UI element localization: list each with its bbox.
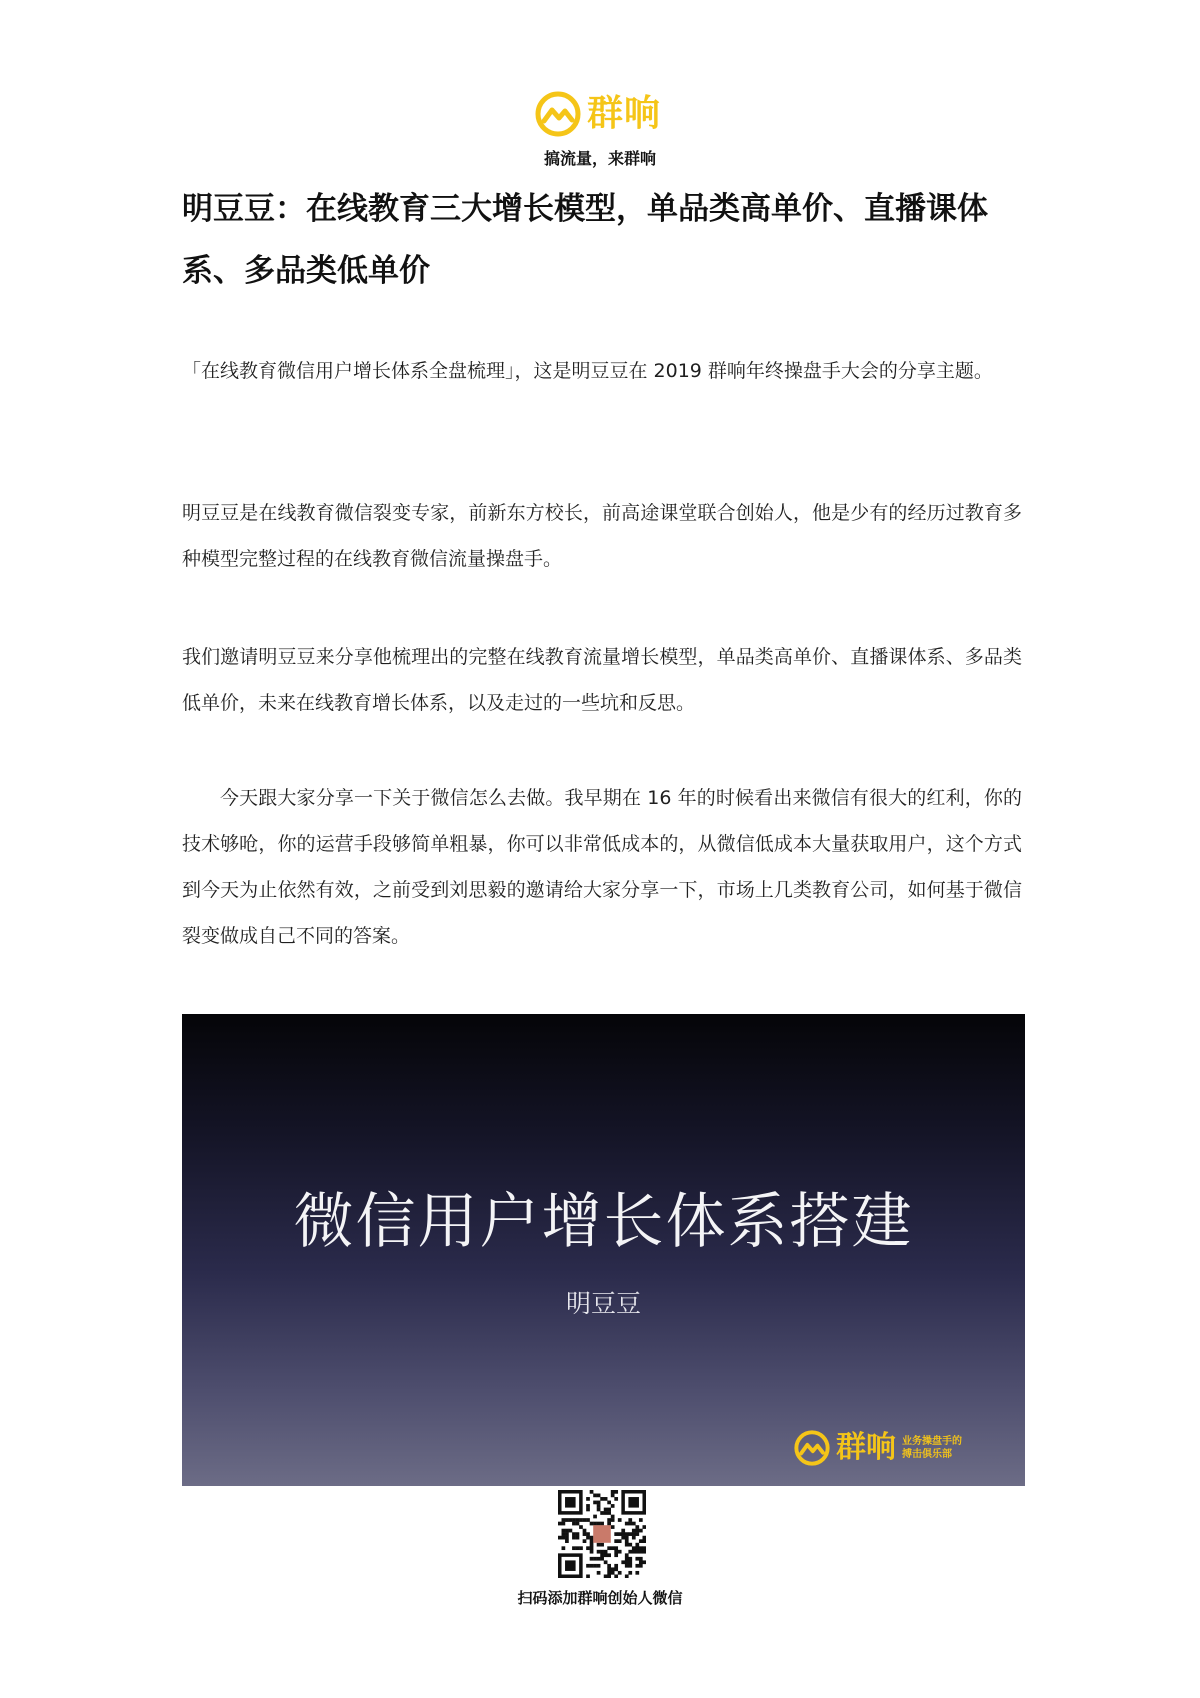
slide-brand-name: 群响 — [836, 1430, 896, 1465]
brand-mountain-icon — [794, 1430, 830, 1466]
slide-tagline-line-1: 业务操盘手的 — [902, 1436, 962, 1447]
paragraph-intro: 「在线教育微信用户增长体系全盘梳理」，这是明豆豆在 2019 群响年终操盘手大会的分享主题。 — [182, 360, 993, 382]
qr-caption: 扫码添加群响创始人微信 — [517, 1589, 683, 1607]
article-title: 明豆豆：在线教育三大增长模型，单品类高单价、直播课体系、多品类低单价 — [182, 191, 988, 289]
slide-brand-logo — [794, 1430, 962, 1466]
slide-tagline-line-2: 搏击俱乐部 — [902, 1449, 952, 1460]
qr-code-icon — [558, 1490, 646, 1578]
paragraph-bio: 明豆豆是在线教育微信裂变专家，前新东方校长，前高途课堂联合创始人，他是少有的经历过教育多种模型完整过程的在线教育微信流量操盘手。 — [182, 502, 1022, 570]
slide-author: 明豆豆 — [565, 1289, 641, 1318]
brand-name: 群响 — [587, 93, 662, 134]
slide-title: 微信用户增长体系搭建 — [293, 1187, 914, 1257]
brand-slogan: 搞流量，来群响 — [543, 149, 656, 168]
slide-brand-tagline — [902, 1435, 962, 1461]
presentation-slide — [182, 1014, 1025, 1486]
brand-mountain-icon — [535, 91, 581, 137]
paragraph-invite: 我们邀请明豆豆来分享他梳理出的完整在线教育流量增长模型，单品类高单价、直播课体系、多品类低单价，未来在线教育增长体系，以及走过的一些坑和反思。 — [182, 646, 1022, 714]
paragraph-talk-opening: 今天跟大家分享一下关于微信怎么去做。我早期在 16 年的时候看出来微信有很大的红利，你的技术够呛，你的运营手段够简单粗暴，你可以非常低成本的，从微信低成本大量获取用户，这个方式到今天为止依然有效，之前受到刘思毅的邀请给大家分享一下，市场上几类教育公司，如何基于微信裂变做成自己不同的答案。 — [182, 787, 1022, 947]
brand-logo — [535, 88, 670, 140]
